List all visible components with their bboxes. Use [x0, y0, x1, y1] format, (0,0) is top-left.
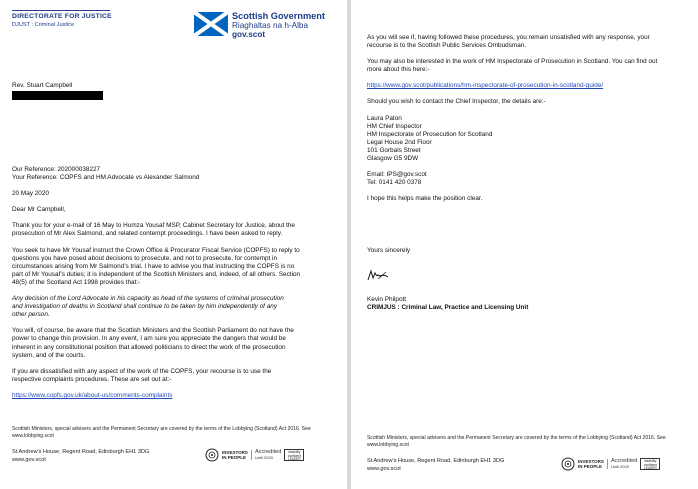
paragraph-line: circumstances arising from Mr Salmond’s trial. I have to advise you that instructing the COPFS is no: [12, 262, 295, 270]
saltire-flag-icon: [194, 12, 228, 36]
footer-address-block: [367, 458, 504, 473]
paragraph-line: If you are dissatisfied with any aspect of the work of the COPFS, your recourse is to use the: [12, 367, 272, 375]
signer-name: Kevin Philpott: [367, 296, 407, 303]
copfs-complaints-link[interactable]: https://www.copfs.gov.uk/about-us/comments-complaints: [12, 391, 173, 399]
letter-body-1: [12, 166, 342, 400]
address-line: Laura Paton: [367, 114, 402, 122]
handwritten-signature: [366, 268, 392, 282]
investors-in-people-icon: [205, 448, 219, 462]
footer-web[interactable]: www.gov.scot: [12, 456, 46, 463]
letter-date: 20 May 2020: [12, 190, 49, 198]
contact-tel: Tel: 0141 420 0378: [367, 179, 422, 187]
quote-line: Any decision of the Lord Advocate in his capacity as head of the systems of criminal prosecution: [12, 295, 284, 303]
signoff: Yours sincerely: [367, 247, 411, 254]
contact-email[interactable]: Email: IPS@gov.scot: [367, 171, 427, 179]
disability-confident-badge: disability confident LEADER: [640, 458, 660, 470]
your-reference: Your Reference: COPFS and HM Advocate vs Alexander Salmond: [12, 174, 200, 182]
lobbying-note: [12, 426, 342, 440]
footer-address: St Andrew’s House, Regent Road, Edinburgh EH1 3DG: [12, 449, 150, 455]
paragraph-line: part of Mr Yousaf’s duties; it is independent of the Scottish Ministers and, indeed, of all others. Section: [12, 270, 301, 278]
address-line: HM Inspectorate of Prosecution for Scotland: [367, 130, 493, 138]
paragraph-line: inherent in any constitutional position that allowed politicians to direct the work of the prosecution: [12, 343, 286, 351]
footer-web[interactable]: www.gov.scot: [367, 465, 401, 472]
gov-name: Scottish Government: [232, 11, 325, 21]
iip-line: INVESTORS: [578, 458, 604, 464]
contact-intro: Should you wish to contact the Chief Inspector, the details are:-: [367, 98, 546, 106]
iip-line: INVESTORS: [222, 449, 248, 455]
recipient-name: Rev. Stuart Campbell: [12, 82, 73, 89]
accredited-until: Until 2020: [610, 464, 629, 469]
accredited-until: Until 2020: [254, 455, 273, 460]
investors-in-people-icon: [561, 457, 575, 471]
division-name: DJUST : Criminal Justice: [12, 22, 75, 28]
letter-page-1: [0, 0, 347, 489]
our-reference: Our Reference: 202000038227: [12, 166, 101, 173]
disability-confident-badge: disability confident LEADER: [284, 449, 304, 461]
paragraph-line: questions you have posed about decisions to prosecute, and not to prosecute, for contempt in: [12, 254, 278, 262]
paragraph-line: prosecution of Mr Alex Salmond, and related contempt proceedings. I have been asked to reply.: [12, 230, 283, 238]
signature-block: [367, 296, 528, 312]
closing-line: I hope this helps make the position clear.: [367, 195, 483, 203]
address-line: Legal House 2nd Floor: [367, 138, 432, 146]
paragraph-line: respective complaints procedures. These are set out at:-: [12, 375, 172, 383]
accredited-label: [607, 459, 637, 469]
accredited-text: Accredited: [610, 458, 638, 464]
quote-line: and investigation of deaths in Scotland shall continue to be taken by him independently of any: [12, 303, 278, 311]
address-line: Glasgow G5 9DW: [367, 155, 419, 163]
salutation: Dear Mr Campbell,: [12, 206, 66, 214]
paragraph-line: You seek to have Mr Yousaf instruct the Crown Office & Procurator Fiscal Service (COPFS) to reply to: [12, 246, 300, 254]
lobbying-note-line: Scottish Ministers, special advisers and the Permanent Secretary are covered by the terms of the Lobbying (Scotland) Act 2016. See: [367, 435, 666, 441]
lobbying-note: [367, 435, 693, 449]
directorate-title: DIRECTORATE FOR JUSTICE: [12, 13, 112, 20]
iip-text: [578, 459, 604, 469]
accredited-text: Accredited: [254, 449, 282, 455]
footer-address-block: [12, 449, 149, 464]
paragraph-line: power to change this provision. In any event, I am sure you appreciate the dangers that would be: [12, 335, 286, 343]
quote-line: other person.: [12, 311, 50, 319]
paragraph-line: You will, of course, be aware that the Scottish Ministers and the Scottish Parliament do not have the: [12, 327, 294, 335]
lobbying-note-line: Scottish Ministers, special advisers and the Permanent Secretary are covered by the terms of the Lobbying (Scotland) Act 2016. See: [12, 426, 311, 432]
paragraph-line: more about this here:-: [367, 66, 430, 74]
header-rule: [12, 10, 110, 11]
footer-address: St Andrew’s House, Regent Road, Edinburgh EH1 3DG: [367, 458, 505, 464]
iip-text: [222, 450, 248, 460]
address-line: 101 Gorbals Street: [367, 146, 421, 154]
paragraph-line: As you will see if, having followed these procedures, you remain unsatisfied with any response, your: [367, 34, 650, 41]
gov-gaelic-name: Riaghaltas na h-Alba: [232, 21, 309, 30]
letter-page-2: [351, 0, 698, 489]
paragraph-line: recourse is to the Scottish Public Services Ombudsman.: [367, 42, 527, 50]
paragraph-line: Thank you for your e-mail of 16 May to Humza Yousaf MSP, Cabinet Secretary for Justice, about the: [12, 222, 295, 230]
paragraph-line: You may also be interested in the work of HM Inspectorate of Prosecution in Scotland. You can find out: [367, 58, 658, 66]
address-line: HM Chief Inspector: [367, 122, 422, 130]
accredited-label: [251, 450, 281, 460]
gov-web: gov.scot: [232, 30, 266, 39]
redacted-address: [12, 91, 103, 100]
accreditation-logos: [561, 457, 660, 471]
iip-line: IN PEOPLE: [578, 464, 603, 469]
lobbying-link[interactable]: www.lobbying.scot: [367, 442, 409, 448]
accreditation-logos: [205, 448, 304, 462]
iip-line: IN PEOPLE: [222, 455, 247, 460]
letter-body-2: [367, 34, 693, 203]
hm-inspectorate-link[interactable]: https://www.gov.scot/publications/hm-inspectorate-of-prosecution-in-scotland-guide/: [367, 82, 604, 90]
lobbying-link[interactable]: www.lobbying.scot: [12, 433, 54, 439]
signer-unit: CRIMJUS : Criminal Law, Practice and Licensing Unit: [367, 304, 529, 312]
paragraph-line: 48(5) of the Scotland Act 1998 provides that:-: [12, 278, 141, 286]
paragraph-line: system, and of the courts.: [12, 351, 86, 359]
